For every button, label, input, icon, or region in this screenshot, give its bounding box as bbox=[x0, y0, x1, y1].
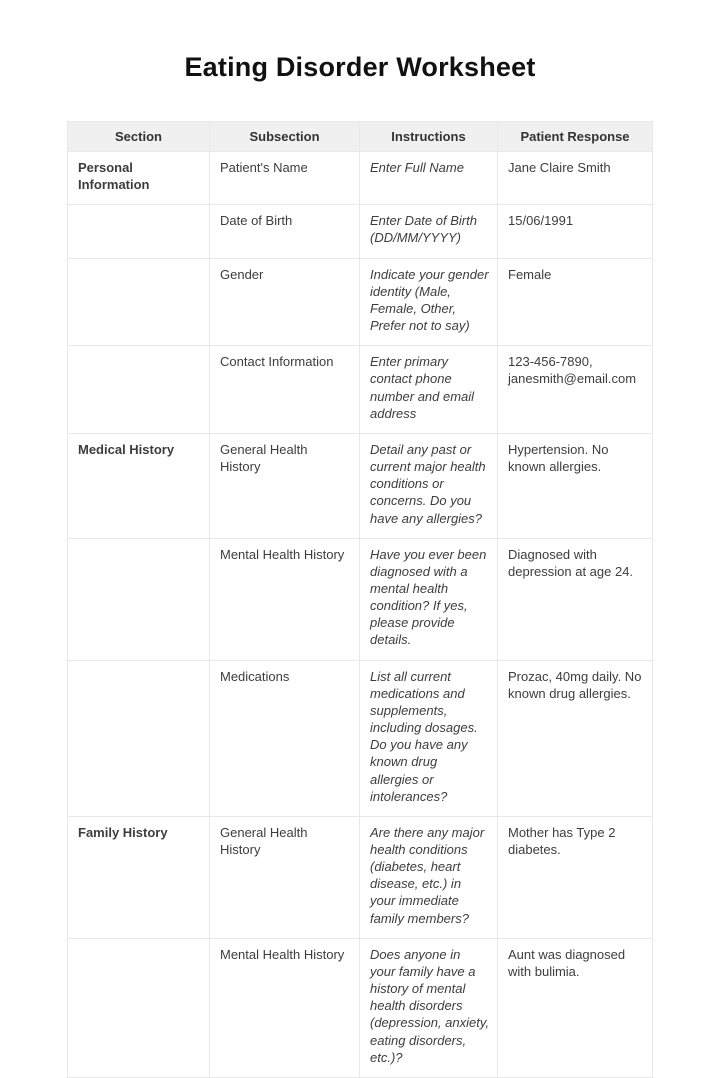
table-row bbox=[68, 152, 653, 205]
section-cell: Personal Information bbox=[68, 152, 210, 205]
response-cell: Jane Claire Smith bbox=[498, 152, 653, 205]
response-cell: 15/06/1991 bbox=[498, 205, 653, 258]
instructions-cell: Enter Date of Birth (DD/MM/YYYY) bbox=[360, 205, 498, 258]
header-cell-patient-response: Patient Response bbox=[498, 122, 653, 152]
header-cell-subsection: Subsection bbox=[210, 122, 360, 152]
page-title: Eating Disorder Worksheet bbox=[184, 52, 536, 82]
subsection-cell: Mental Health History bbox=[210, 938, 360, 1077]
section-cell: Family History bbox=[68, 816, 210, 938]
section-cell bbox=[68, 258, 210, 346]
table-row bbox=[68, 660, 653, 816]
instructions-cell: Does anyone in your family have a history of mental health disorders (depression, anxiety, eating disorders, etc.)? bbox=[360, 938, 498, 1077]
instructions-cell: List all current medications and supplements, including dosages. Do you have any known drug allergies or intolerances? bbox=[360, 660, 498, 816]
table-row bbox=[68, 938, 653, 1077]
response-cell: Diagnosed with depression at age 24. bbox=[498, 538, 653, 660]
section-cell bbox=[68, 938, 210, 1077]
table-row bbox=[68, 258, 653, 346]
header-cell-section: Section bbox=[68, 122, 210, 152]
section-cell bbox=[68, 205, 210, 258]
worksheet-table bbox=[67, 121, 653, 1078]
table-row bbox=[68, 816, 653, 938]
header-cell-instructions: Instructions bbox=[360, 122, 498, 152]
section-cell bbox=[68, 660, 210, 816]
section-cell bbox=[68, 346, 210, 434]
response-cell: Mother has Type 2 diabetes. bbox=[498, 816, 653, 938]
subsection-cell: Contact Information bbox=[210, 346, 360, 434]
response-cell: 123-456-7890, janesmith@email.com bbox=[498, 346, 653, 434]
instructions-cell: Enter primary contact phone number and email address bbox=[360, 346, 498, 434]
subsection-cell: Patient's Name bbox=[210, 152, 360, 205]
subsection-cell: Date of Birth bbox=[210, 205, 360, 258]
response-cell: Hypertension. No known allergies. bbox=[498, 433, 653, 538]
response-cell: Prozac, 40mg daily. No known drug allergies. bbox=[498, 660, 653, 816]
instructions-cell: Detail any past or current major health conditions or concerns. Do you have any allergies? bbox=[360, 433, 498, 538]
table-header-row bbox=[68, 122, 653, 152]
subsection-cell: Gender bbox=[210, 258, 360, 346]
subsection-cell: Medications bbox=[210, 660, 360, 816]
instructions-cell: Indicate your gender identity (Male, Female, Other, Prefer not to say) bbox=[360, 258, 498, 346]
table-row bbox=[68, 205, 653, 258]
section-cell: Medical History bbox=[68, 433, 210, 538]
subsection-cell: General Health History bbox=[210, 433, 360, 538]
instructions-cell: Enter Full Name bbox=[360, 152, 498, 205]
instructions-cell: Are there any major health conditions (diabetes, heart disease, etc.) in your immediate family members? bbox=[360, 816, 498, 938]
subsection-cell: Mental Health History bbox=[210, 538, 360, 660]
response-cell: Aunt was diagnosed with bulimia. bbox=[498, 938, 653, 1077]
table-row bbox=[68, 538, 653, 660]
response-cell: Female bbox=[498, 258, 653, 346]
section-cell bbox=[68, 538, 210, 660]
table-row bbox=[68, 346, 653, 434]
instructions-cell: Have you ever been diagnosed with a mental health condition? If yes, please provide details. bbox=[360, 538, 498, 660]
subsection-cell: General Health History bbox=[210, 816, 360, 938]
table-row bbox=[68, 433, 653, 538]
